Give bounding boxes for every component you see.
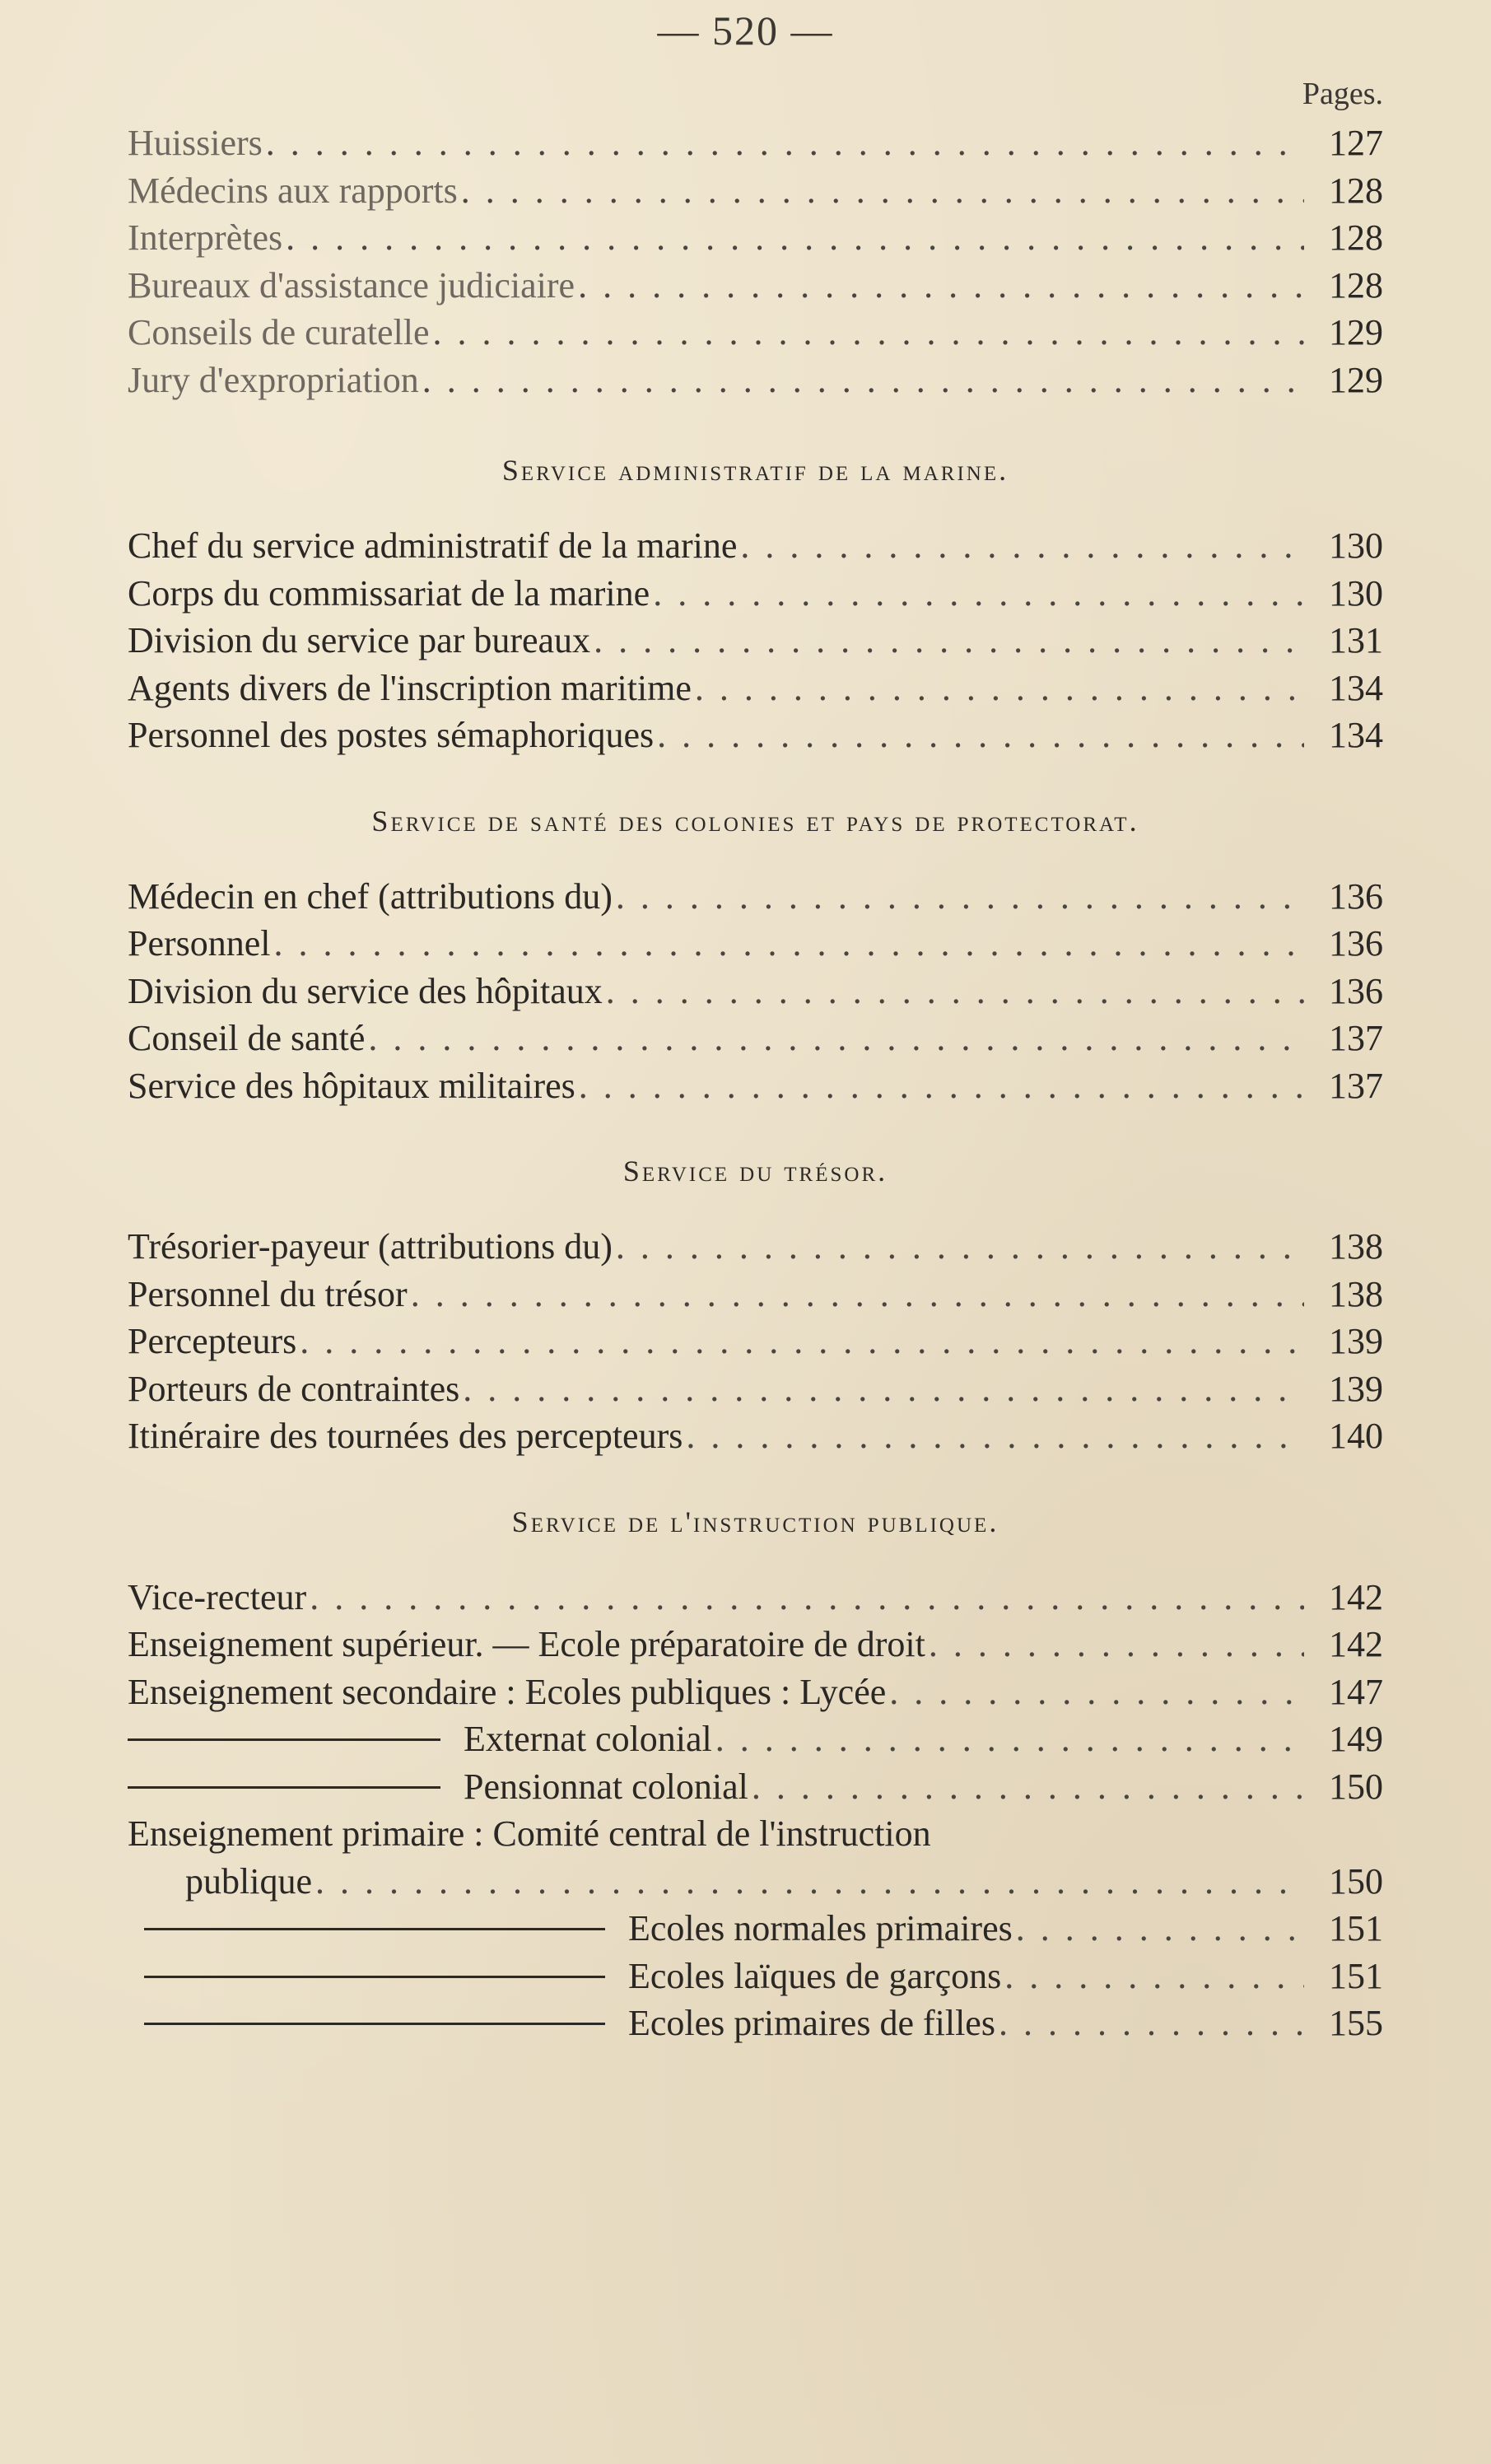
entry-label: Pensionnat colonial: [464, 1766, 748, 1807]
entry-page-number: 151: [1329, 1955, 1383, 1996]
leader-dots: [463, 1365, 1304, 1413]
toc-entry: [128, 712, 1383, 759]
entry-page-number: 130: [1329, 525, 1383, 566]
leader-dots: [657, 712, 1304, 759]
toc-entry: [128, 1223, 1383, 1271]
toc-entry: [128, 1412, 1383, 1460]
leader-dots: [266, 119, 1304, 167]
entry-label: Enseignement supérieur. — Ecole préparatoire de droit: [128, 1624, 925, 1664]
entry-label: Conseil de santé: [128, 1018, 366, 1058]
entry-page-number: 140: [1329, 1416, 1383, 1456]
entry-label: Interprètes: [128, 217, 283, 258]
toc-entry: [128, 309, 1383, 357]
entry-page-number: 155: [1329, 2003, 1383, 2043]
entry-page-number: 129: [1329, 312, 1383, 352]
entry-page-number: 130: [1329, 572, 1383, 614]
leader-dots: [315, 1858, 1304, 1906]
entry-label: Jury d'expropriation: [128, 359, 419, 400]
leader-dots: [422, 357, 1304, 404]
toc-entry: [128, 617, 1383, 665]
toc-entry: [128, 1365, 1383, 1413]
toc-entry: [128, 522, 1383, 570]
toc-section: [128, 1498, 1383, 2047]
leader-dots: [752, 1763, 1304, 1811]
toc-section: [128, 119, 1383, 404]
entry-label: Corps du commissariat de la marine: [128, 572, 650, 614]
entry-page-number: 139: [1329, 1368, 1383, 1409]
section-title: Service du trésor.: [622, 1155, 888, 1188]
leader-dots: [433, 309, 1304, 357]
entry-label: Vice-recteur: [128, 1576, 307, 1617]
entry-page-number: 151: [1329, 1908, 1383, 1948]
entry-label: Médecins aux rapports: [128, 170, 458, 211]
entry-page-number: 134: [1329, 667, 1383, 708]
entry-page-number: 128: [1329, 264, 1383, 306]
leader-dots: [461, 167, 1304, 215]
toc-entry: [128, 1810, 1383, 1858]
entry-page-number: 127: [1329, 123, 1383, 163]
entry-page-number: 149: [1329, 1719, 1383, 1759]
toc-entry: [128, 1763, 1383, 1811]
leader-dots: [1004, 1953, 1304, 2000]
leader-dots: [929, 1621, 1304, 1668]
toc-entry: [128, 1318, 1383, 1365]
entry-page-number: 137: [1329, 1018, 1383, 1058]
toc-entry: [128, 1905, 1383, 1953]
entry-page-number: 128: [1329, 217, 1383, 258]
entry-page-number: 147: [1329, 1671, 1383, 1712]
entry-label: Personnel: [128, 923, 271, 964]
toc-entry: [128, 119, 1383, 167]
leader-dots: [999, 2000, 1304, 2047]
entry-page-number: 138: [1329, 1226, 1383, 1267]
entry-page-number: 150: [1329, 1766, 1383, 1807]
leader-dots: [740, 522, 1304, 570]
leader-dots: [616, 1223, 1304, 1271]
leader-dots: [686, 1412, 1304, 1460]
entry-label: Percepteurs: [128, 1321, 297, 1361]
entry-label: Conseils de curatelle: [128, 312, 430, 352]
table-of-contents: [128, 119, 1383, 2047]
entry-label: Trésorier-payeur (attributions du): [128, 1226, 613, 1267]
entry-label: Personnel des postes sémaphoriques: [128, 715, 655, 755]
entry-page-number: 139: [1329, 1321, 1383, 1361]
leader-dots: [300, 1318, 1304, 1365]
ditto-dash: [128, 1786, 440, 1789]
section-title: Service de l'instruction publique.: [511, 1505, 999, 1538]
toc-section: [128, 446, 1383, 759]
entry-page-number: 136: [1329, 970, 1383, 1011]
entry-label: Agents divers de l'inscription maritime: [128, 667, 692, 708]
toc-entry: [128, 1271, 1383, 1318]
entry-label: Division du service des hôpitaux: [128, 970, 603, 1011]
entry-label: Médecin en chef (attributions du): [128, 875, 613, 917]
ditto-dash: [144, 1928, 605, 1930]
entry-label: Bureaux d'assistance judiciaire: [128, 264, 575, 306]
entry-label: Personnel du trésor: [128, 1273, 408, 1314]
toc-entry: [128, 214, 1383, 262]
toc-entry: [128, 920, 1383, 968]
toc-entry: [128, 1715, 1383, 1763]
ditto-dash: [144, 2023, 605, 2025]
toc-section: [128, 1147, 1383, 1460]
entry-page-number: 142: [1329, 1624, 1383, 1664]
entry-label: publique: [185, 1860, 312, 1902]
entry-page-number: 131: [1329, 620, 1383, 660]
toc-entry: [128, 1621, 1383, 1668]
leader-dots: [715, 1715, 1304, 1763]
entry-label: Externat colonial: [464, 1719, 712, 1759]
leader-dots: [286, 214, 1304, 262]
entry-page-number: 128: [1329, 170, 1383, 211]
pages-column-label: Pages.: [1302, 77, 1383, 111]
entry-page-number: 134: [1329, 715, 1383, 755]
toc-entry: [128, 1574, 1383, 1622]
leader-dots: [274, 920, 1304, 968]
toc-entry: [128, 1668, 1383, 1716]
toc-entry: [128, 1858, 1383, 1906]
toc-entry: [128, 2000, 1383, 2047]
entry-label: Huissiers: [128, 123, 263, 163]
toc-section: [128, 797, 1383, 1110]
toc-entry: [128, 167, 1383, 215]
leader-dots: [594, 617, 1304, 665]
toc-entry: [128, 873, 1383, 921]
entry-label: Ecoles primaires de filles: [628, 2003, 995, 2043]
leader-dots: [1016, 1905, 1304, 1953]
entry-page-number: 137: [1329, 1065, 1383, 1106]
section-title: Service de santé des colonies et pays de protectorat.: [371, 804, 1139, 838]
entry-label: Enseignement primaire : Comité central de l'instruction: [128, 1813, 931, 1854]
leader-dots: [695, 665, 1304, 712]
leader-dots: [368, 1015, 1304, 1062]
toc-entry: [128, 1062, 1383, 1110]
entry-page-number: 138: [1329, 1273, 1383, 1314]
entry-page-number: 136: [1329, 923, 1383, 964]
entry-page-number: 136: [1329, 875, 1383, 917]
toc-entry: [128, 968, 1383, 1015]
entry-page-number: 142: [1329, 1576, 1383, 1617]
toc-entry: [128, 1015, 1383, 1062]
leader-dots: [310, 1574, 1304, 1622]
toc-entry: [128, 1953, 1383, 2000]
entry-label: Division du service par bureaux: [128, 620, 591, 660]
leader-dots: [579, 1062, 1304, 1110]
toc-entry: [128, 357, 1383, 404]
entry-label: Ecoles laïques de garçons: [628, 1955, 1002, 1996]
leader-dots: [578, 262, 1304, 310]
leader-dots: [411, 1271, 1304, 1318]
leader-dots: [606, 968, 1304, 1015]
entry-label: Enseignement secondaire : Ecoles publiques : Lycée: [128, 1671, 887, 1712]
entry-label: Porteurs de contraintes: [128, 1368, 460, 1409]
ditto-dash: [128, 1738, 440, 1741]
section-title: Service administratif de la marine.: [501, 454, 1009, 487]
toc-entry: [128, 262, 1383, 310]
entry-page-number: 129: [1329, 359, 1383, 400]
toc-entry: [128, 665, 1383, 712]
ditto-dash: [144, 1976, 605, 1978]
entry-label: Ecoles normales primaires: [628, 1908, 1013, 1948]
entry-page-number: 150: [1329, 1860, 1383, 1902]
leader-dots: [889, 1668, 1304, 1716]
entry-label: Itinéraire des tournées des percepteurs: [128, 1416, 683, 1456]
entry-label: Service des hôpitaux militaires: [128, 1065, 575, 1106]
toc-entry: [128, 570, 1383, 618]
page-number: — 520 —: [657, 7, 834, 54]
entry-label: Chef du service administratif de la marine: [128, 525, 738, 566]
leader-dots: [653, 570, 1304, 618]
leader-dots: [616, 873, 1304, 921]
